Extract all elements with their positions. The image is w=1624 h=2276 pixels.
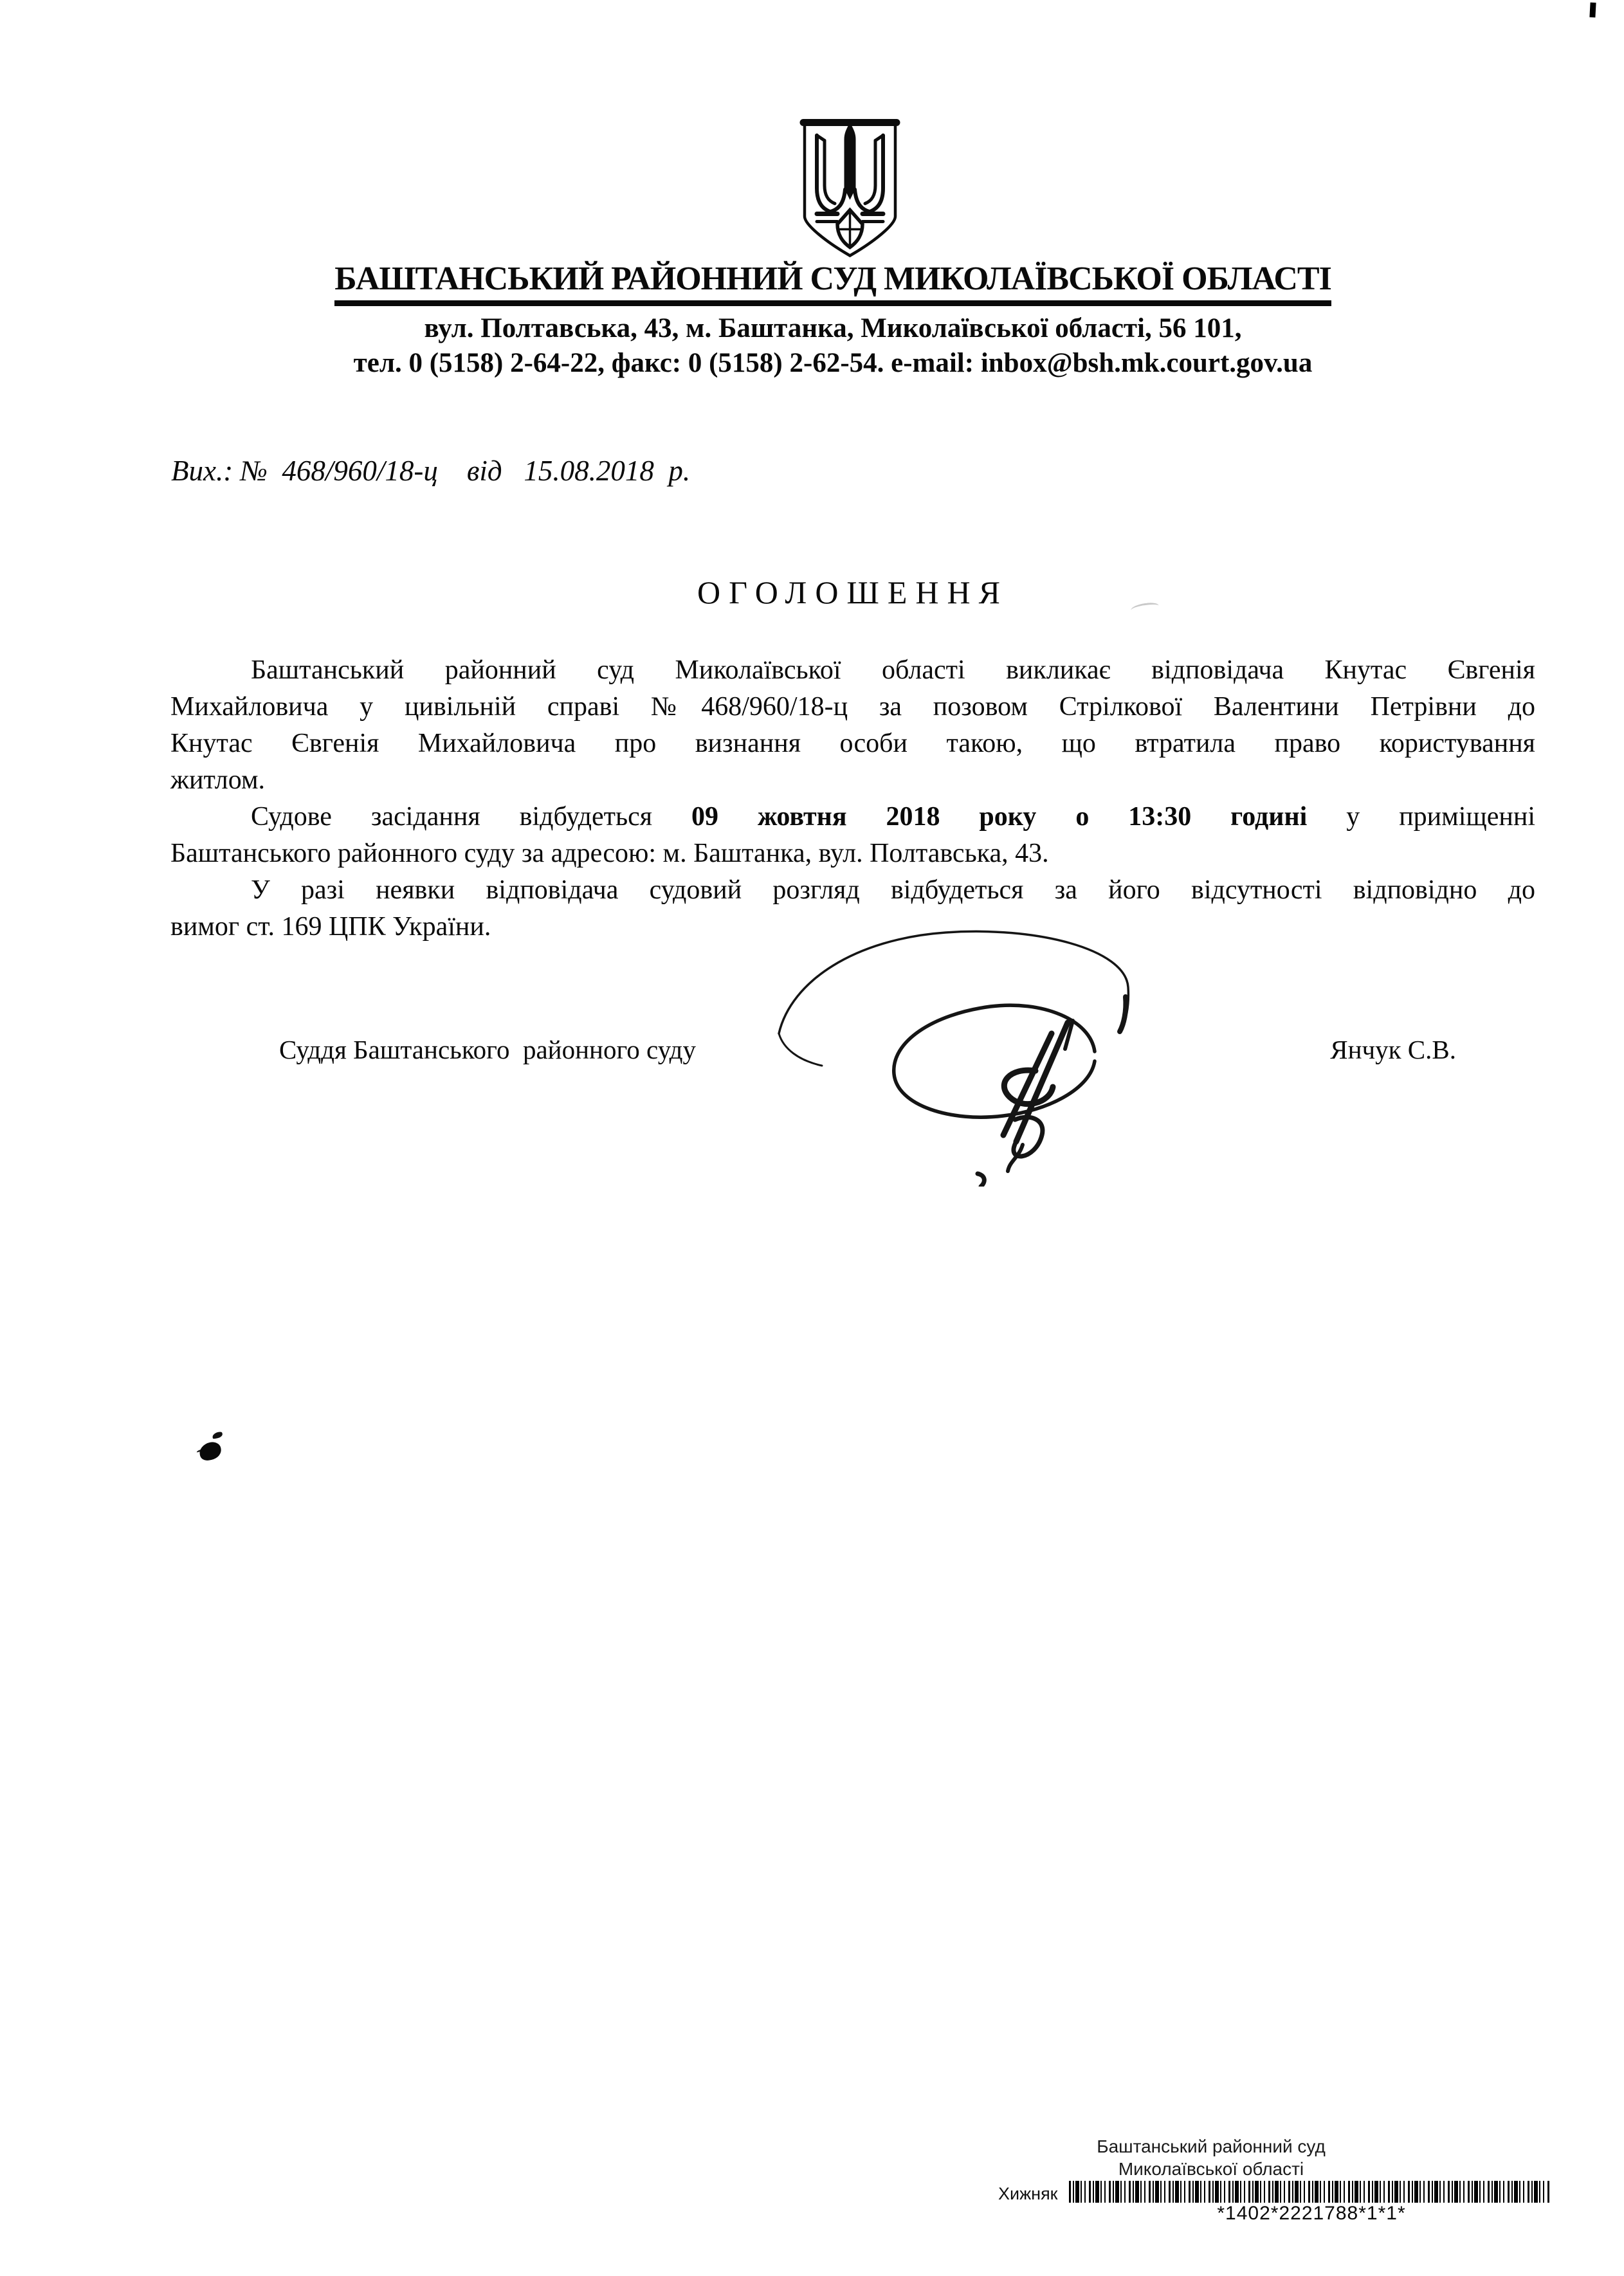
letterhead	[148, 261, 1518, 381]
barcode-value: *1402*2221788*1*1*	[1217, 2203, 1406, 2224]
ukraine-trident-emblem-icon	[798, 116, 902, 261]
court-address: вул. Полтавська, 43, м. Баштанка, Миколаївської області, 56 101,	[424, 313, 1242, 343]
court-name: БАШТАНСЬКИЙ РАЙОННИЙ СУД МИКОЛАЇВСЬКОЇ ОБЛАСТІ	[334, 261, 1331, 306]
hearing-text-pre: Судове засідання відбудеться	[251, 802, 692, 832]
announcement-body	[170, 652, 1535, 945]
outgoing-reference: Вих.: № 468/960/18-ц від 15.08.2018 р.	[171, 455, 691, 487]
footer-court-block	[1025, 2135, 1398, 2180]
clerk-name: Хижняк	[998, 2184, 1058, 2203]
footer-court-line2: Миколаївської області	[1118, 2159, 1304, 2179]
hearing-text-post: у приміщенні	[1307, 802, 1535, 832]
body-line: Михайловича у цивільній справі №468/960/18-ц за позовом Стрілкової Валентини Петрівни до	[170, 692, 1535, 722]
document-title: ОГОЛОШЕННЯ	[697, 574, 1008, 610]
footer-court-line1: Баштанський районний суд	[1097, 2136, 1326, 2156]
hearing-line	[170, 799, 1535, 835]
scan-artifact-corner	[1589, 3, 1596, 17]
signature-row	[279, 1034, 1456, 1065]
body-line: Баштанський районний суд Миколаївської області викликає відповідача Кнутас Євгенія	[251, 655, 1535, 685]
body-line: житлом.	[170, 765, 266, 795]
body-line: У разі неявки відповідача судовий розгляд відбудеться за його відсутності відповідно до	[251, 875, 1535, 905]
hearing-datetime: 09 жовтня 2018 року о 13:30 годині	[691, 802, 1308, 832]
court-contacts: тел. 0 (5158) 2-64-22, факс: 0 (5158) 2-62-54. e-mail: inbox@bsh.mk.court.gov.ua	[353, 348, 1313, 378]
judge-name: Янчук С.В.	[1330, 1035, 1456, 1064]
body-line: вимог ст. 169 ЦПК України.	[170, 912, 491, 942]
body-line: Баштанського районного суду за адресою: м. Баштанка, вул. Полтавська, 43.	[170, 839, 1049, 868]
ink-blot	[198, 1441, 223, 1462]
body-line: Кнутас Євгенія Михайловича про визнання особи такою, що втратила право користування	[170, 729, 1535, 758]
judge-role: Суддя Баштанського районного суду	[279, 1035, 696, 1064]
barcode	[1069, 2181, 1550, 2203]
